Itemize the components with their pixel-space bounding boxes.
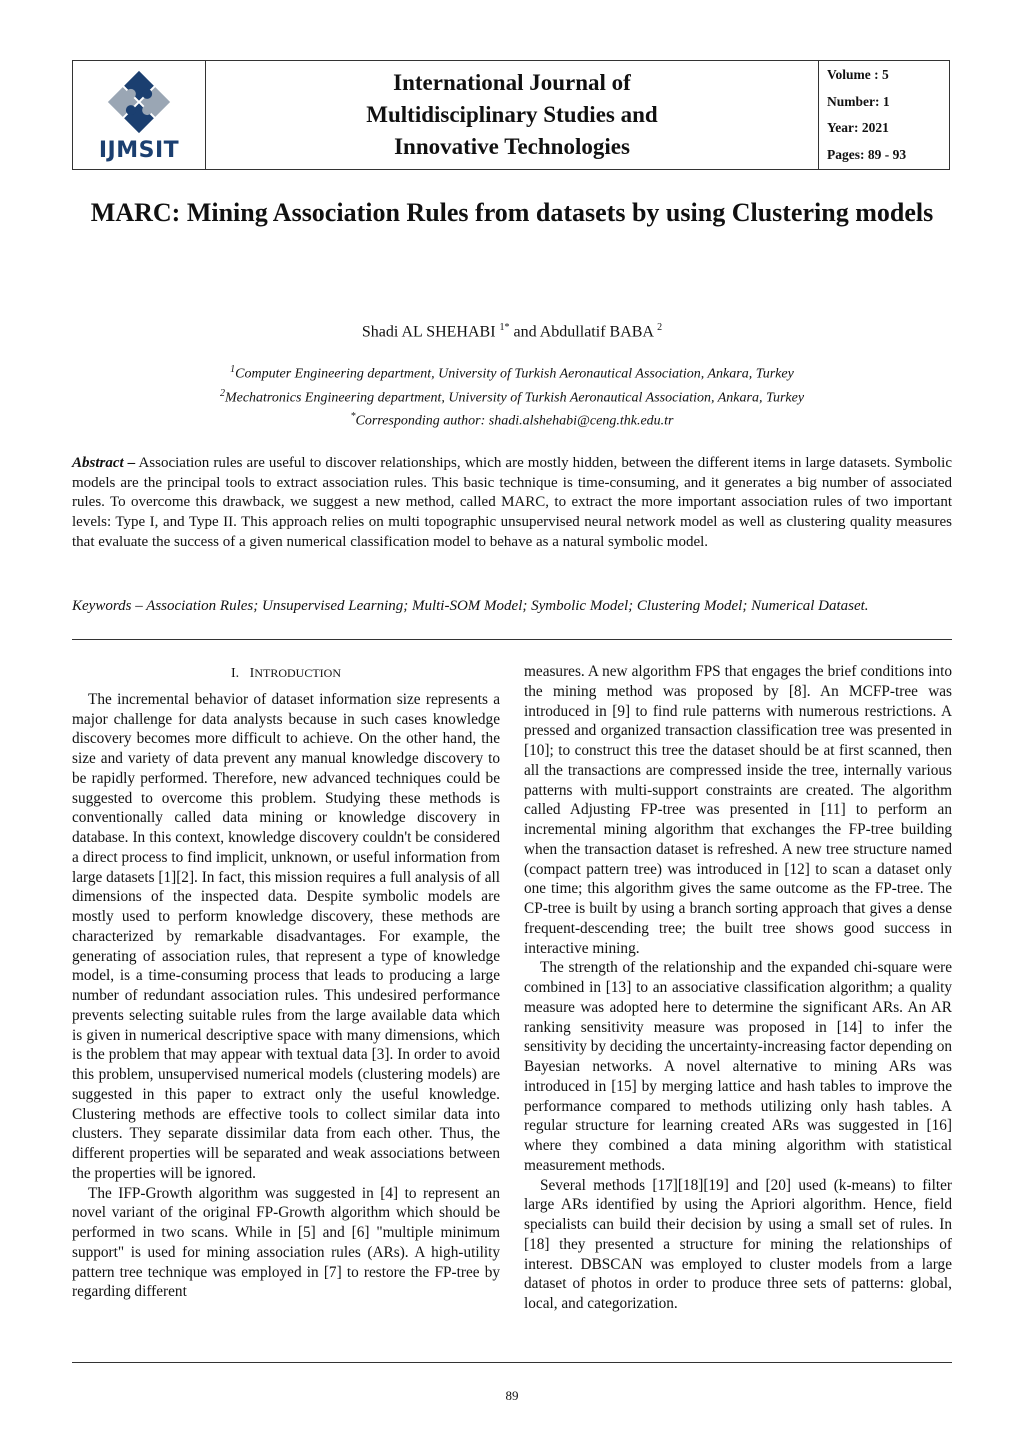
affiliation	[72, 360, 952, 384]
affiliation-sup: 2	[219, 387, 225, 399]
affiliation	[72, 384, 952, 408]
paragraph: The strength of the relationship and the expanded chi-square were combined in [13] to an associative classification algorithm; a quality measure was adopted here to determine the significant ARs. An AR ranking sensitivity measure was proposed in [14] to infer the sensitivity by deciding the uncertainty-increasing factor depending on Bayesian networks. A novel alternative to mining ARs was introduced in [15] by merging lattice and hash tables to improve the performance compared to methods utilizing only hash tables. A regular structure for learning created ARs was suggested in [16] where they combined a data mining algorithm with statistical measurement methods.	[524, 959, 952, 1174]
year: Year: 2021	[827, 120, 889, 135]
number: Number: 1	[827, 93, 890, 109]
footer-divider	[72, 1362, 952, 1363]
journal-title-line: Innovative Technologies	[394, 134, 630, 159]
pages: Pages: 89 - 93	[827, 146, 907, 162]
journal-header	[72, 60, 950, 170]
puzzle-logo-icon	[97, 68, 181, 136]
corresponding-email: Corresponding author: shadi.alshehabi@ceng.thk.edu.tr	[355, 413, 674, 429]
paragraph: The IFP-Growth algorithm was suggested in [4] to represent an novel variant of the original FP-Growth algorithm which should be performed in two scans. While in [5] and [6] "multiple minimum support" is used for mining association rules (ARs). A high-utility pattern tree technique was employed in [7] to restore the FP-tree by regarding different	[72, 1184, 500, 1301]
paper-title: MARC: Mining Association Rules from datasets by using Clustering models	[90, 198, 934, 227]
logo-text: IJMSIT	[98, 137, 180, 163]
paragraph: measures. A new algorithm FPS that engages the brief conditions into the mining method was proposed by [8]. An MCFP-tree was introduced in [9] to find rule patterns with numerous restrictions. A pressed and organized transaction classification tree was presented in [10]; to construct this tree the dataset should be at first scanned, then all the transactions are compressed inside the tree, internally various patterns with multi-support constraints are created. The algorithm called Adjusting FP-tree was presented in [11] to perform an incremental mining algorithm that exchanges the FP-tree building when the transaction dataset is refreshed. A new tree structure named (compact pattern tree) was introduced in [12] to scan a dataset only one time; this algorithm gives the same outcome as the FP-tree. The CP-tree is built by using a branch sorting approach that gives a dense frequent-descending tree; the built tree shows good success in interactive mining.	[524, 663, 952, 957]
affiliation-text: Computer Engineering department, University of Turkish Aeronautical Association, Ankara, Turkey	[235, 366, 794, 382]
author-1: Shadi AL SHEHABI	[361, 323, 496, 341]
divider	[72, 639, 952, 640]
right-column	[524, 662, 952, 1314]
paragraph: The incremental behavior of dataset information size represents a major challenge for data analysts because in such cases knowledge discovery becomes more difficult to achieve. On the other hand, the size and variety of data prevent any manual knowledge discovery to be rapidly performed. Therefore, new advanced techniques could be suggested to overcome this problem. Studying these methods is conventionally called data mining or knowledge discovery in database. In this context, knowledge discovery couldn't be considered a direct process to find implicit, unknown, or useful information from large datasets [1][2]. In fact, this mission requires a full analysis of all dimensions of the inspected data. Despite symbolic models are mostly used to perform knowledge discovery, these methods are characterized by remarkable disadvantages. For example, the generating of association rules, that represent a type of knowledge model, is a time-consuming process that leads to producing a large number of redundant association rules. This undesired performance prevents selecting suitable rules from the large available data which is given in numerical descriptive space with many dimensions, which is the problem that may appear with textual data [3]. In order to avoid this problem, unsupervised numerical models (clustering models) are suggested in this paper to extract only the useful knowledge. Clustering methods are effective tools to collect similar data into clusters. They separate dissimilar data from each other. Thus, the different properties will be separated and weak associations between the properties will be ignored.	[72, 690, 500, 1182]
affiliation-text: Mechatronics Engineering department, University of Turkish Aeronautical Association, Ankara, Turkey	[224, 390, 805, 406]
page-number: 89	[505, 1388, 519, 1403]
abstract-label: Abstract –	[72, 455, 136, 471]
affiliations	[72, 360, 952, 431]
journal-name-cell	[206, 61, 819, 169]
paragraph: Several methods [17][18][19] and [20] used (k-means) to filter large ARs identified by using the Apriori algorithm. Hence, field specialists can build their decision by using a small set of rules. In [18] they presented a structure for mining the relationships of interest. DBSCAN was employed to cluster models from a large dataset of photos in order to produce three sets of patterns: global, local, and categorization.	[524, 1176, 952, 1312]
volume: Volume : 5	[827, 67, 889, 82]
author-conjunction: and	[509, 323, 540, 341]
affiliation-sup: *	[350, 411, 356, 423]
issue-meta	[819, 61, 949, 169]
keywords: Keywords – Association Rules; Unsupervised Learning; Multi-SOM Model; Symbolic Model; Clustering Model; Numerical Dataset.	[72, 598, 869, 614]
section-title-rest: NTRODUCTION	[254, 666, 341, 680]
journal-title-line: International Journal of	[393, 70, 631, 95]
section-title-initial: I	[249, 666, 255, 681]
author-1-sup: 1*	[499, 322, 510, 333]
section-heading	[72, 664, 500, 684]
journal-logo	[73, 61, 206, 169]
author-line	[72, 322, 952, 341]
journal-title-line: Multidisciplinary Studies and	[366, 102, 658, 127]
section-number: I.	[230, 666, 240, 681]
abstract-text: Association rules are useful to discover relationships, which are mostly hidden, between the different items in large datasets. Symbolic models are the principal tools to extract association rules. This basic technique is time-consuming, and it generates a big number of associated rules. To overcome this drawback, we suggest a new method, called MARC, to extract the more important association rules of two important levels: Type I, and Type II. This approach relies on multi topographic unsupervised neural network model as well as clustering quality measures that evaluate the success of a given numerical classification model to behave as a natural symbolic model.	[72, 455, 952, 550]
affiliation-sup: 1	[230, 364, 236, 375]
author-2-sup: 2	[657, 322, 663, 333]
author-2: Abdullatif BABA	[539, 323, 654, 341]
abstract	[72, 454, 952, 553]
corresponding-author	[72, 407, 952, 431]
journal-title	[366, 67, 657, 163]
left-column	[72, 662, 500, 1302]
